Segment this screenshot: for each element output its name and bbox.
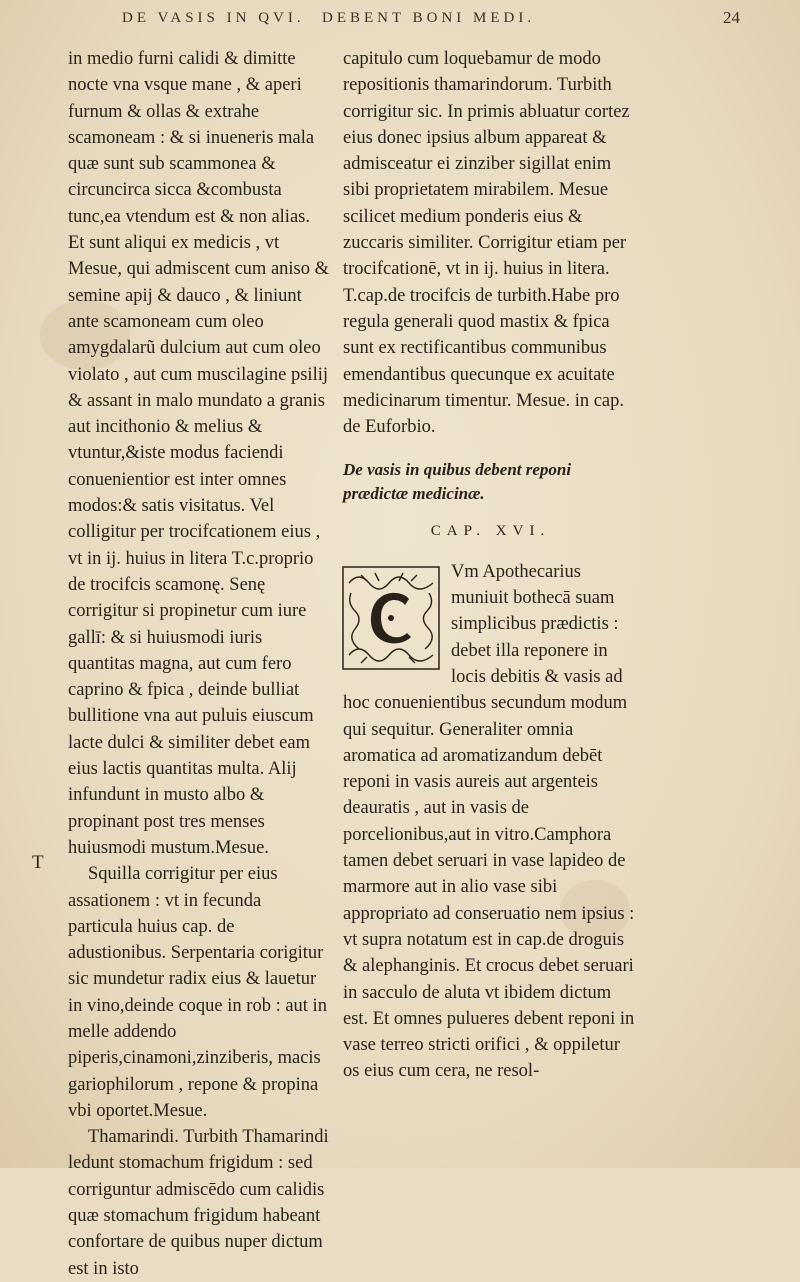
running-head-left: DE VASIS IN QVI.	[122, 10, 305, 26]
ornamental-initial-c-icon	[341, 563, 441, 673]
running-head-right: DEBENT BONI MEDI.	[322, 10, 536, 26]
paragraph: Vm Apothecarius muniuit bothecā suam simplicibus prædictis : debet illa reponere in locis debitis & vasis ad hoc conuenientibus secundum modum qui sequitur. Generaliter omnia aromatica ad aromatizandum debēt reponi in vasis aureis aut argenteis deauratis , aut in vasis de porcelionibus,aut in vitro.Camphora tamen debet seruari in vase lapideo de marmore aut in alio vase sibi appropriato ad conseruatio nem ipsius : vt supra notatum est in cap.de droguis & alephanginis. Et crocus debet seruari in sacculo de aluta vt ibidem dictum est. Et omnes pulueres debent reponi in vase terreo stricti orifici , & oppiletur os eius cum cera, ne resol-	[343, 561, 635, 1082]
paragraph: Squilla corrigitur per eius assationem : vt in fecunda particula huius cap. de adustionibus. Serpentaria corigitur sic mundetur radix eius & lauetur in vino,deinde coque in rob : aut in melle addendo piperis,cinamoni,zinziberis, macis gariophilorum , repone & propina vbi oportet.Mesue.	[68, 864, 327, 1121]
paragraph: capitulo cum loquebamur de modo repositionis thamarindorum. Turbith corrigitur sic. In primis abluatur cortez eius donec ipsius album appareat & admisceatur ei zinziber sigillat enim sibi proprietatem mirabilem. Mesue scilicet medium ponderis eius & zuccaris similiter. Corrigitur etiam per trocifcationē, vt in ij. huius in litera. T.cap.de trocifcis de turbith.Habe pro regula generali quod mastix & fpica sunt ex rectificantibus communibus emendantibus quecunque ex acuitate medicinarum timentur. Mesue. in cap. de Euforbio.	[343, 49, 630, 438]
right-column	[343, 46, 638, 1085]
margin-note: T	[32, 852, 44, 873]
left-column	[68, 46, 330, 1282]
paragraph: in medio furni calidi & dimitte nocte vna vsque mane , & aperi furnum & ollas & extrahe scamoneam : & si inueneris mala quæ sunt sub scammonea & circuncirca sicca &combusta tunc,ea vtendum est & non alias. Et sunt aliqui ex medicis , vt Mesue, qui admiscent cum aniso & semine apij & dauco , & liniunt ante scamoneam cum oleo amygdalarũ dulcium aut cum oleo violato , aut cum muscilagine psilij & assant in malo mundato a granis aut incithonio & melius & vtuntur,&iste modus faciendi conuenientior est inter omnes modos:& satis visitatus. Vel colligitur per trocifcationem eius , vt in ij. huius in litera T.c.proprio de trocifcis scamonę. Senę corrigitur si propinetur cum iure gallī: & si huiusmodi iuris quantitas magna, aut cum fero caprino & fpica , deinde bulliat bullitione vna aut puluis eiuscum lacte dulci & similiter debet eam eius lactis quantitas multa. Alij infundunt in musto albo & propinant post tres menses huiusmodi mustum.Mesue.	[68, 49, 330, 858]
chapter-heading: CAP. XVI.	[430, 523, 551, 540]
chapter-opening	[343, 559, 638, 1085]
section-title: De vasis in quibus debent reponi prædictæ medicinæ.	[343, 460, 572, 504]
paragraph: Thamarindi. Turbith Thamarindi ledunt stomachum frigidum : sed corriguntur admiscēdo cum calidis quæ stomachum frigidum habeant confortare de quibus nuper dictum est in isto	[68, 1127, 329, 1279]
page-number: 24	[723, 8, 740, 27]
